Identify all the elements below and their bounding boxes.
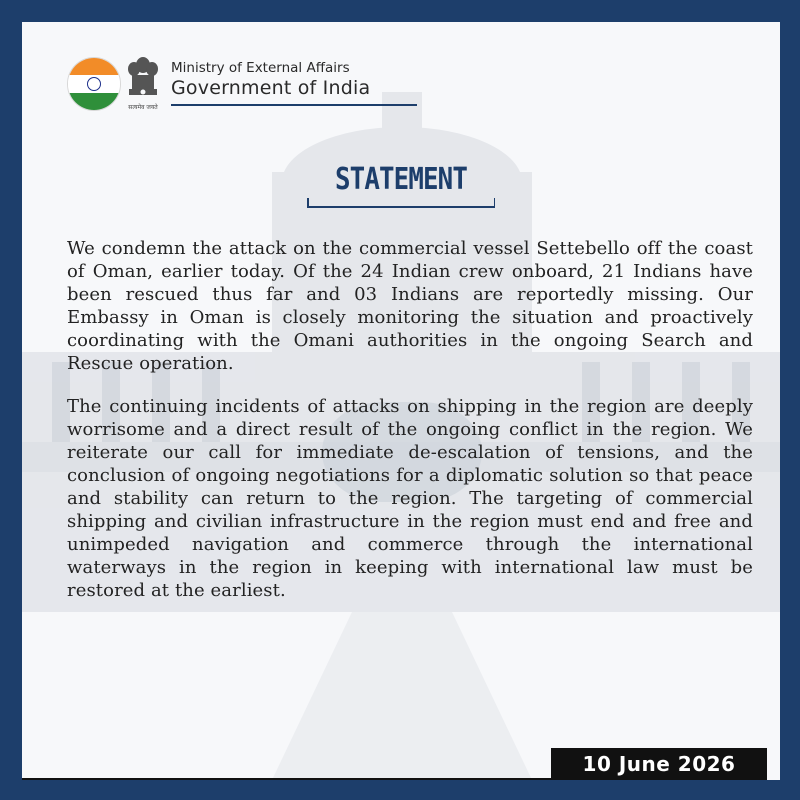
ministry-header xyxy=(67,57,387,113)
statement-title: STATEMENT xyxy=(334,162,468,197)
paragraph-2: The continuing incidents of attacks on shipping in the region are deeply worrisome and a direct result of the ongoing conflict in the region. We reiterate our call for immediate de-escalation of tensions, and the conclusion of ongoing negotiations for a diplomatic solution so that peace and stability can return to the region. The targeting of commercial shipping and civilian infrastructure in the region must end and free and unimpeded navigation and commerce through the international waterways in the region in keeping with international law must be restored at the earliest. xyxy=(67,396,753,601)
statement-card xyxy=(22,22,780,780)
title-underline-tick-right xyxy=(494,198,496,207)
government-name: Government of India xyxy=(171,77,371,99)
date-badge: 10 June 2026 xyxy=(551,748,767,780)
title-underline xyxy=(307,206,495,208)
paragraph-1: We condemn the attack on the commercial vessel Settebello off the coast of Oman, earlier today. Of the 24 Indian crew onboard, 21 Indians have been rescued thus far and 03 Indians are reportedly missing. Our Embassy in Oman is closely monitoring the situation and proactively coordinating with the Omani authorities in the ongoing Search and Rescue operation. xyxy=(67,238,753,374)
emblem-caption: सत्यमेव जयते xyxy=(128,104,158,111)
ministry-name: Ministry of External Affairs xyxy=(171,60,350,76)
title-underline-tick-left xyxy=(307,198,309,207)
statement-body xyxy=(67,237,753,602)
india-flag-icon xyxy=(67,57,121,111)
header-underline xyxy=(171,104,417,106)
statement-title-block xyxy=(307,162,495,210)
